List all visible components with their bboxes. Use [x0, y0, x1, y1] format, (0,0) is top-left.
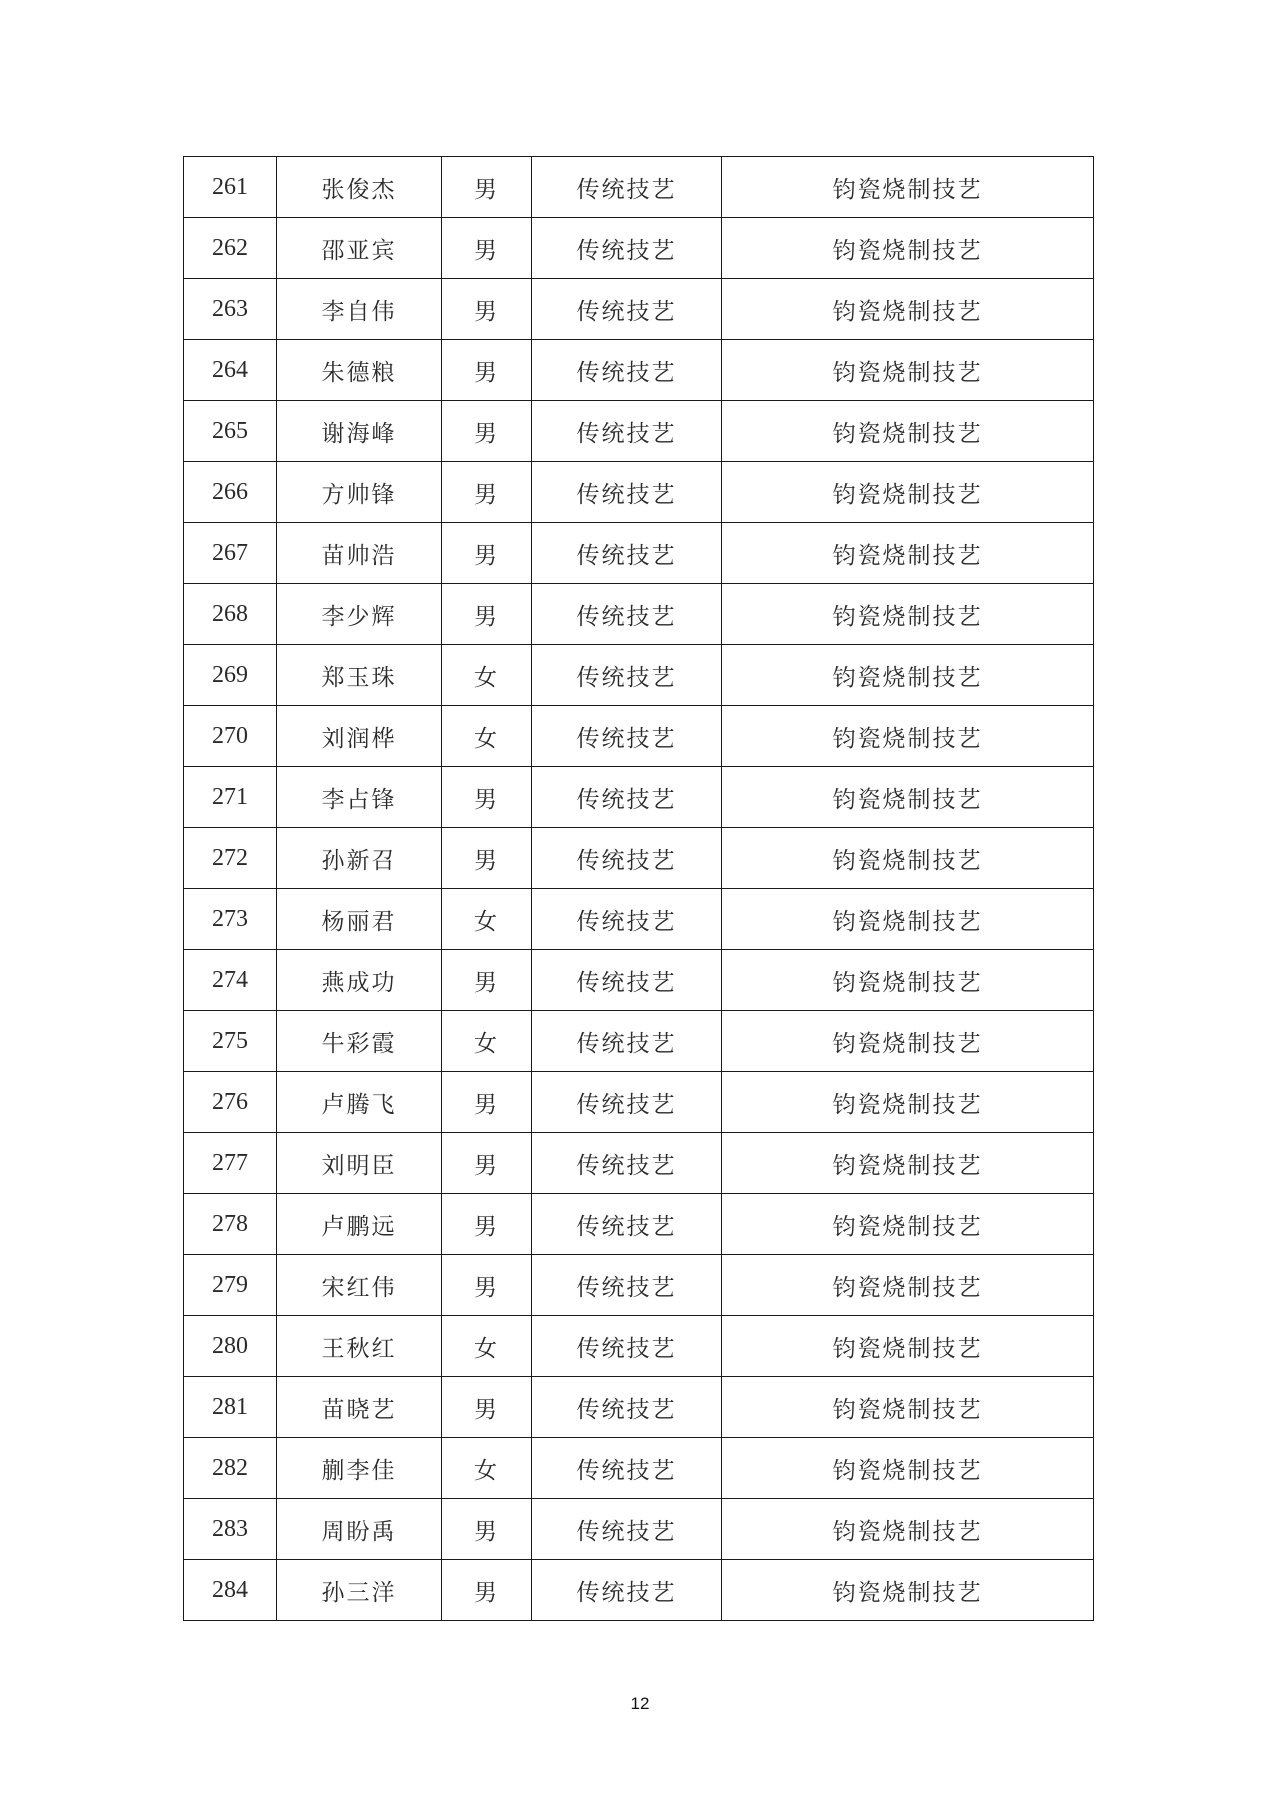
- cell-project: 钧瓷烧制技艺: [722, 1377, 1094, 1438]
- registry-table: [183, 156, 1094, 1621]
- table-row: [184, 767, 1094, 828]
- cell-name: 刘润桦: [277, 706, 442, 767]
- cell-number: 282: [184, 1438, 277, 1499]
- cell-category: 传统技艺: [532, 950, 722, 1011]
- cell-number: 274: [184, 950, 277, 1011]
- cell-project: 钧瓷烧制技艺: [722, 1011, 1094, 1072]
- cell-gender: 男: [442, 1133, 532, 1194]
- cell-name: 方帅锋: [277, 462, 442, 523]
- cell-project: 钧瓷烧制技艺: [722, 401, 1094, 462]
- cell-number: 262: [184, 218, 277, 279]
- cell-category: 传统技艺: [532, 1255, 722, 1316]
- cell-name: 卢腾飞: [277, 1072, 442, 1133]
- cell-category: 传统技艺: [532, 218, 722, 279]
- cell-project: 钧瓷烧制技艺: [722, 1438, 1094, 1499]
- cell-category: 传统技艺: [532, 828, 722, 889]
- cell-number: 261: [184, 157, 277, 218]
- cell-project: 钧瓷烧制技艺: [722, 1499, 1094, 1560]
- table-row: [184, 1438, 1094, 1499]
- cell-project: 钧瓷烧制技艺: [722, 340, 1094, 401]
- cell-project: 钧瓷烧制技艺: [722, 279, 1094, 340]
- cell-category: 传统技艺: [532, 767, 722, 828]
- cell-number: 267: [184, 523, 277, 584]
- table-row: [184, 218, 1094, 279]
- cell-name: 李自伟: [277, 279, 442, 340]
- cell-name: 李少辉: [277, 584, 442, 645]
- cell-name: 牛彩霞: [277, 1011, 442, 1072]
- cell-name: 朱德粮: [277, 340, 442, 401]
- table-row: [184, 1194, 1094, 1255]
- cell-gender: 男: [442, 157, 532, 218]
- cell-project: 钧瓷烧制技艺: [722, 523, 1094, 584]
- cell-category: 传统技艺: [532, 523, 722, 584]
- cell-project: 钧瓷烧制技艺: [722, 767, 1094, 828]
- cell-gender: 男: [442, 462, 532, 523]
- cell-gender: 女: [442, 1011, 532, 1072]
- cell-project: 钧瓷烧制技艺: [722, 1255, 1094, 1316]
- table-row: [184, 889, 1094, 950]
- cell-project: 钧瓷烧制技艺: [722, 1316, 1094, 1377]
- cell-name: 卢鹏远: [277, 1194, 442, 1255]
- table-row: [184, 157, 1094, 218]
- cell-gender: 男: [442, 1499, 532, 1560]
- cell-category: 传统技艺: [532, 645, 722, 706]
- table-row: [184, 1560, 1094, 1621]
- cell-category: 传统技艺: [532, 1438, 722, 1499]
- cell-category: 传统技艺: [532, 462, 722, 523]
- table-row: [184, 1499, 1094, 1560]
- table-row: [184, 950, 1094, 1011]
- page-number: 12: [630, 1694, 650, 1713]
- table-row: [184, 462, 1094, 523]
- cell-number: 284: [184, 1560, 277, 1621]
- cell-project: 钧瓷烧制技艺: [722, 828, 1094, 889]
- cell-number: 273: [184, 889, 277, 950]
- cell-category: 传统技艺: [532, 157, 722, 218]
- cell-number: 266: [184, 462, 277, 523]
- cell-project: 钧瓷烧制技艺: [722, 218, 1094, 279]
- cell-name: 周盼禹: [277, 1499, 442, 1560]
- cell-name: 孙新召: [277, 828, 442, 889]
- cell-category: 传统技艺: [532, 401, 722, 462]
- cell-gender: 男: [442, 218, 532, 279]
- cell-number: 263: [184, 279, 277, 340]
- cell-category: 传统技艺: [532, 1560, 722, 1621]
- cell-name: 杨丽君: [277, 889, 442, 950]
- cell-number: 270: [184, 706, 277, 767]
- cell-name: 谢海峰: [277, 401, 442, 462]
- cell-category: 传统技艺: [532, 279, 722, 340]
- cell-name: 刘明臣: [277, 1133, 442, 1194]
- cell-name: 宋红伟: [277, 1255, 442, 1316]
- cell-category: 传统技艺: [532, 1133, 722, 1194]
- cell-category: 传统技艺: [532, 1499, 722, 1560]
- cell-category: 传统技艺: [532, 1377, 722, 1438]
- cell-project: 钧瓷烧制技艺: [722, 1133, 1094, 1194]
- cell-number: 281: [184, 1377, 277, 1438]
- cell-gender: 男: [442, 1377, 532, 1438]
- cell-number: 280: [184, 1316, 277, 1377]
- cell-name: 蒯李佳: [277, 1438, 442, 1499]
- cell-name: 邵亚宾: [277, 218, 442, 279]
- cell-number: 272: [184, 828, 277, 889]
- cell-category: 传统技艺: [532, 1316, 722, 1377]
- cell-gender: 女: [442, 1316, 532, 1377]
- cell-name: 孙三洋: [277, 1560, 442, 1621]
- table-row: [184, 1255, 1094, 1316]
- cell-number: 277: [184, 1133, 277, 1194]
- cell-gender: 女: [442, 645, 532, 706]
- cell-category: 传统技艺: [532, 1194, 722, 1255]
- cell-number: 264: [184, 340, 277, 401]
- cell-gender: 女: [442, 889, 532, 950]
- cell-number: 279: [184, 1255, 277, 1316]
- cell-number: 268: [184, 584, 277, 645]
- cell-name: 李占锋: [277, 767, 442, 828]
- cell-project: 钧瓷烧制技艺: [722, 706, 1094, 767]
- cell-number: 271: [184, 767, 277, 828]
- cell-gender: 男: [442, 401, 532, 462]
- table-body: [184, 157, 1094, 1621]
- table-row: [184, 1011, 1094, 1072]
- table-row: [184, 523, 1094, 584]
- cell-gender: 男: [442, 584, 532, 645]
- cell-name: 郑玉珠: [277, 645, 442, 706]
- cell-project: 钧瓷烧制技艺: [722, 1560, 1094, 1621]
- cell-gender: 男: [442, 950, 532, 1011]
- table-row: [184, 279, 1094, 340]
- cell-gender: 男: [442, 1560, 532, 1621]
- cell-project: 钧瓷烧制技艺: [722, 157, 1094, 218]
- cell-gender: 男: [442, 523, 532, 584]
- cell-project: 钧瓷烧制技艺: [722, 645, 1094, 706]
- cell-category: 传统技艺: [532, 889, 722, 950]
- cell-project: 钧瓷烧制技艺: [722, 462, 1094, 523]
- cell-number: 276: [184, 1072, 277, 1133]
- table-row: [184, 706, 1094, 767]
- cell-gender: 男: [442, 1255, 532, 1316]
- cell-number: 275: [184, 1011, 277, 1072]
- table-row: [184, 645, 1094, 706]
- cell-category: 传统技艺: [532, 1072, 722, 1133]
- cell-project: 钧瓷烧制技艺: [722, 950, 1094, 1011]
- cell-project: 钧瓷烧制技艺: [722, 584, 1094, 645]
- table-row: [184, 1072, 1094, 1133]
- cell-name: 张俊杰: [277, 157, 442, 218]
- cell-category: 传统技艺: [532, 584, 722, 645]
- cell-gender: 男: [442, 828, 532, 889]
- table-row: [184, 1377, 1094, 1438]
- cell-gender: 男: [442, 279, 532, 340]
- cell-project: 钧瓷烧制技艺: [722, 1072, 1094, 1133]
- cell-gender: 男: [442, 1072, 532, 1133]
- cell-category: 传统技艺: [532, 340, 722, 401]
- cell-number: 278: [184, 1194, 277, 1255]
- cell-gender: 男: [442, 767, 532, 828]
- cell-name: 燕成功: [277, 950, 442, 1011]
- table-row: [184, 401, 1094, 462]
- cell-gender: 女: [442, 706, 532, 767]
- cell-category: 传统技艺: [532, 1011, 722, 1072]
- table-row: [184, 1316, 1094, 1377]
- cell-number: 265: [184, 401, 277, 462]
- cell-gender: 男: [442, 340, 532, 401]
- table-row: [184, 340, 1094, 401]
- cell-gender: 男: [442, 1194, 532, 1255]
- table-row: [184, 1133, 1094, 1194]
- cell-name: 苗帅浩: [277, 523, 442, 584]
- cell-number: 283: [184, 1499, 277, 1560]
- cell-project: 钧瓷烧制技艺: [722, 889, 1094, 950]
- cell-project: 钧瓷烧制技艺: [722, 1194, 1094, 1255]
- cell-name: 苗晓艺: [277, 1377, 442, 1438]
- table-row: [184, 828, 1094, 889]
- table-row: [184, 584, 1094, 645]
- cell-category: 传统技艺: [532, 706, 722, 767]
- cell-name: 王秋红: [277, 1316, 442, 1377]
- cell-gender: 女: [442, 1438, 532, 1499]
- cell-number: 269: [184, 645, 277, 706]
